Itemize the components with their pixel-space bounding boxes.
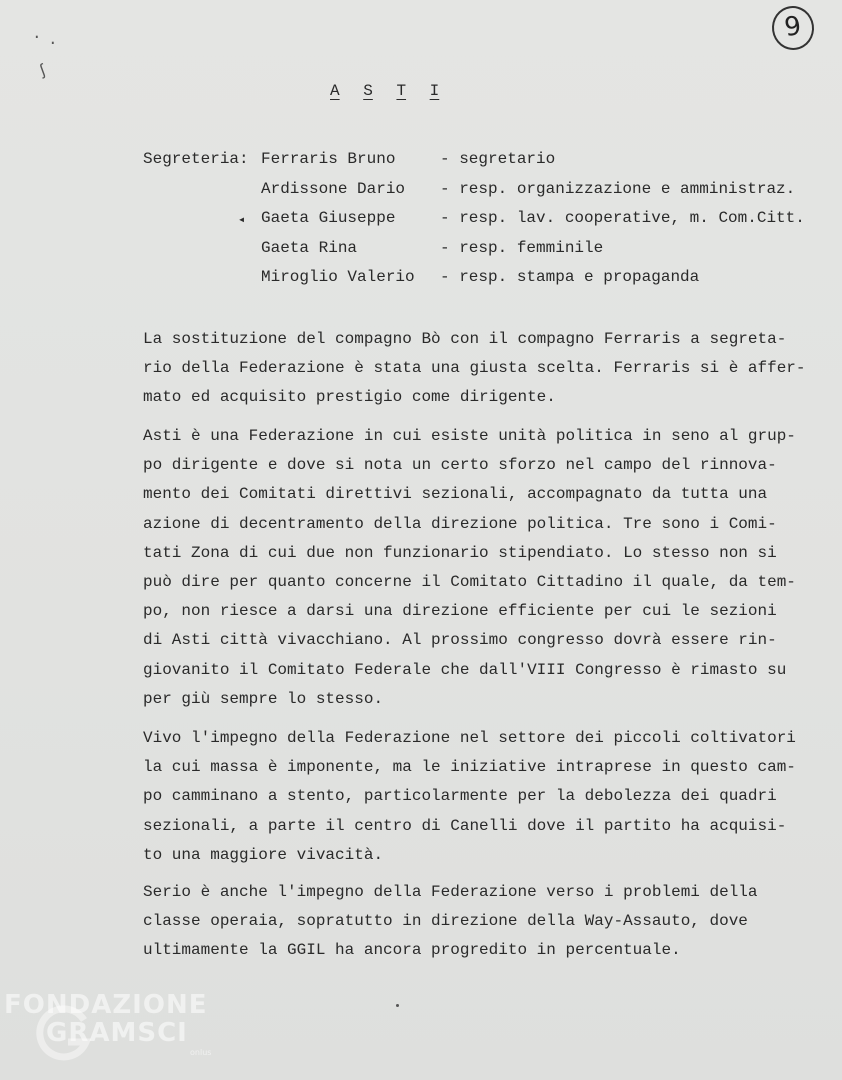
title-letter: S <box>363 82 373 100</box>
text-line: po, non riesce a darsi una direzione efficiente per cui le sezioni <box>143 602 777 621</box>
ink-speck <box>396 1004 399 1007</box>
title-letter: A <box>330 82 340 100</box>
margin-mark: ʃ <box>35 60 51 82</box>
text-line: tati Zona di cui due non funzionario stipendiato. Lo stesso non si <box>143 543 777 562</box>
bullet-mark-icon: ◂ <box>238 213 246 227</box>
margin-mark: · <box>48 34 58 52</box>
member-name: Gaeta Rina <box>261 239 358 257</box>
page-number: 9 <box>769 3 817 52</box>
text-line: Vivo l'impegno della Federazione nel settore dei piccoli coltivatori <box>143 729 796 747</box>
member-name: Miroglio Valerio <box>261 268 415 286</box>
text-line: può dire per quanto concerne il Comitato Cittadino il quale, da tem- <box>143 573 796 592</box>
text-line: Serio è anche l'impegno della Federazione verso i problemi della <box>143 883 758 901</box>
title-letter: T <box>396 82 407 100</box>
text-line: la cui massa è imponente, ma le iniziative intraprese in questo cam- <box>143 758 796 777</box>
paragraph <box>143 325 833 413</box>
text-line: giovanito il Comitato Federale che dall'VIII Congresso è rimasto su <box>143 660 787 679</box>
member-role: - segretario <box>440 150 556 168</box>
paragraph <box>143 878 833 966</box>
text-line: ultimamente la GGIL ha ancora progredito in percentuale. <box>143 941 681 960</box>
member-name: Ferraris Bruno <box>261 150 396 168</box>
archive-watermark <box>4 990 224 1070</box>
text-line: sezionali, a parte il centro di Canelli dove il partito ha acquisi- <box>143 816 787 835</box>
member-role: - resp. lav. cooperative, m. Com.Citt. <box>440 209 805 227</box>
text-line: po dirigente e dove si nota un certo sforzo nel campo del rinnova- <box>143 456 777 475</box>
member-role: - resp. femminile <box>440 239 604 257</box>
text-line: rio della Federazione è stata una giusta scelta. Ferraris si è affer- <box>143 359 806 378</box>
text-line: po camminano a stento, particolarmente per la debolezza dei quadri <box>143 787 777 806</box>
title-letter: I <box>429 82 440 100</box>
paragraph <box>143 422 833 714</box>
member-role: - resp. organizzazione e amministraz. <box>440 180 796 198</box>
text-line: azione di decentramento della direzione politica. Tre sono i Comi- <box>143 514 777 533</box>
text-line: La sostituzione del compagno Bò con il compagno Ferraris a segreta- <box>143 330 787 348</box>
member-role: - resp. stampa e propaganda <box>440 268 700 286</box>
paragraph <box>143 724 833 870</box>
text-line: Asti è una Federazione in cui esiste unità politica in seno al grup- <box>143 427 796 445</box>
watermark-line2: GRAMSCI <box>46 1018 188 1048</box>
margin-mark: · <box>32 28 42 46</box>
document-title <box>330 82 439 100</box>
text-line: di Asti città vivacchiano. Al prossimo congresso dovrà essere rin- <box>143 631 777 650</box>
member-name: Gaeta Giuseppe <box>261 209 396 227</box>
watermark-line1: FONDAZIONE <box>4 990 208 1020</box>
member-name: Ardissone Dario <box>261 180 406 198</box>
text-line: mato ed acquisito prestigio come dirigente. <box>143 388 556 407</box>
text-line: mento dei Comitati direttivi sezionali, accompagnato da tutta una <box>143 485 768 504</box>
segreteria-label: Segreteria: <box>143 150 249 168</box>
text-line: classe operaia, sopratutto in direzione della Way-Assauto, dove <box>143 912 748 931</box>
text-line: per giù sempre lo stesso. <box>143 689 384 708</box>
watermark-suffix: onlus <box>190 1048 212 1057</box>
text-line: to una maggiore vivacità. <box>143 845 384 864</box>
